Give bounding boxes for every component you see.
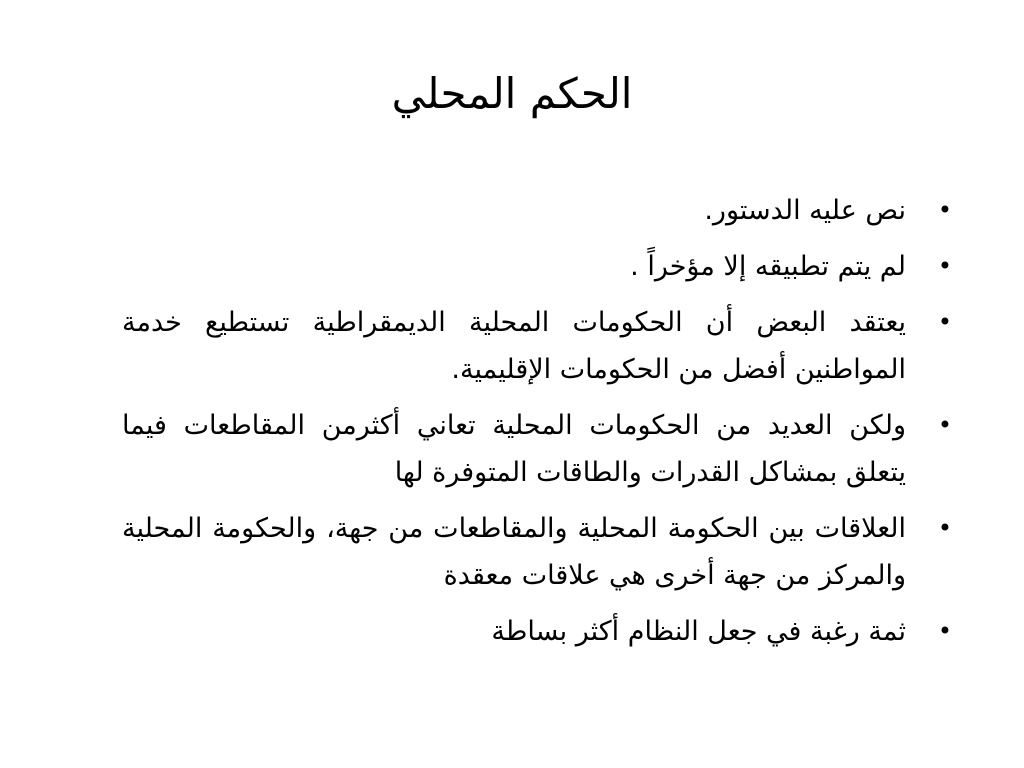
- bullet-text: العلاقات بين الحكومة المحلية والمقاطعات من جهة، والحكومة المحلية والمركز من جهة أخرى هي علاقات معقدة: [122, 513, 906, 591]
- bullet-dot-icon: •: [937, 411, 952, 439]
- slide-title: الحكم المحلي: [391, 69, 633, 118]
- bullet-text: نص عليه الدستور.: [704, 195, 906, 226]
- bullet-item: [122, 187, 952, 234]
- bullet-text: لم يتم تطبيقه إلا مؤخراً .: [630, 251, 906, 282]
- bullet-dot-icon: •: [937, 514, 952, 542]
- bullet-dot-icon: •: [937, 252, 952, 280]
- bullet-item: [122, 608, 952, 655]
- bullet-item: [122, 505, 952, 599]
- bullet-item: [122, 402, 952, 496]
- bullet-list: [122, 187, 952, 664]
- bullet-dot-icon: •: [937, 196, 952, 224]
- bullet-text: ثمة رغبة في جعل النظام أكثر بساطة: [491, 616, 906, 647]
- bullet-dot-icon: •: [937, 617, 952, 645]
- bullet-item: [122, 299, 952, 393]
- bullet-dot-icon: •: [937, 308, 952, 336]
- bullet-text: يعتقد البعض أن الحكومات المحلية الديمقراطية تستطيع خدمة المواطنين أفضل من الحكومات الإقليمية.: [122, 307, 906, 385]
- bullet-text: ولكن العديد من الحكومات المحلية تعاني أكثرمن المقاطعات فيما يتعلق بمشاكل القدرات والطاقات المتوفرة لها: [122, 410, 906, 488]
- bullet-item: [122, 243, 952, 290]
